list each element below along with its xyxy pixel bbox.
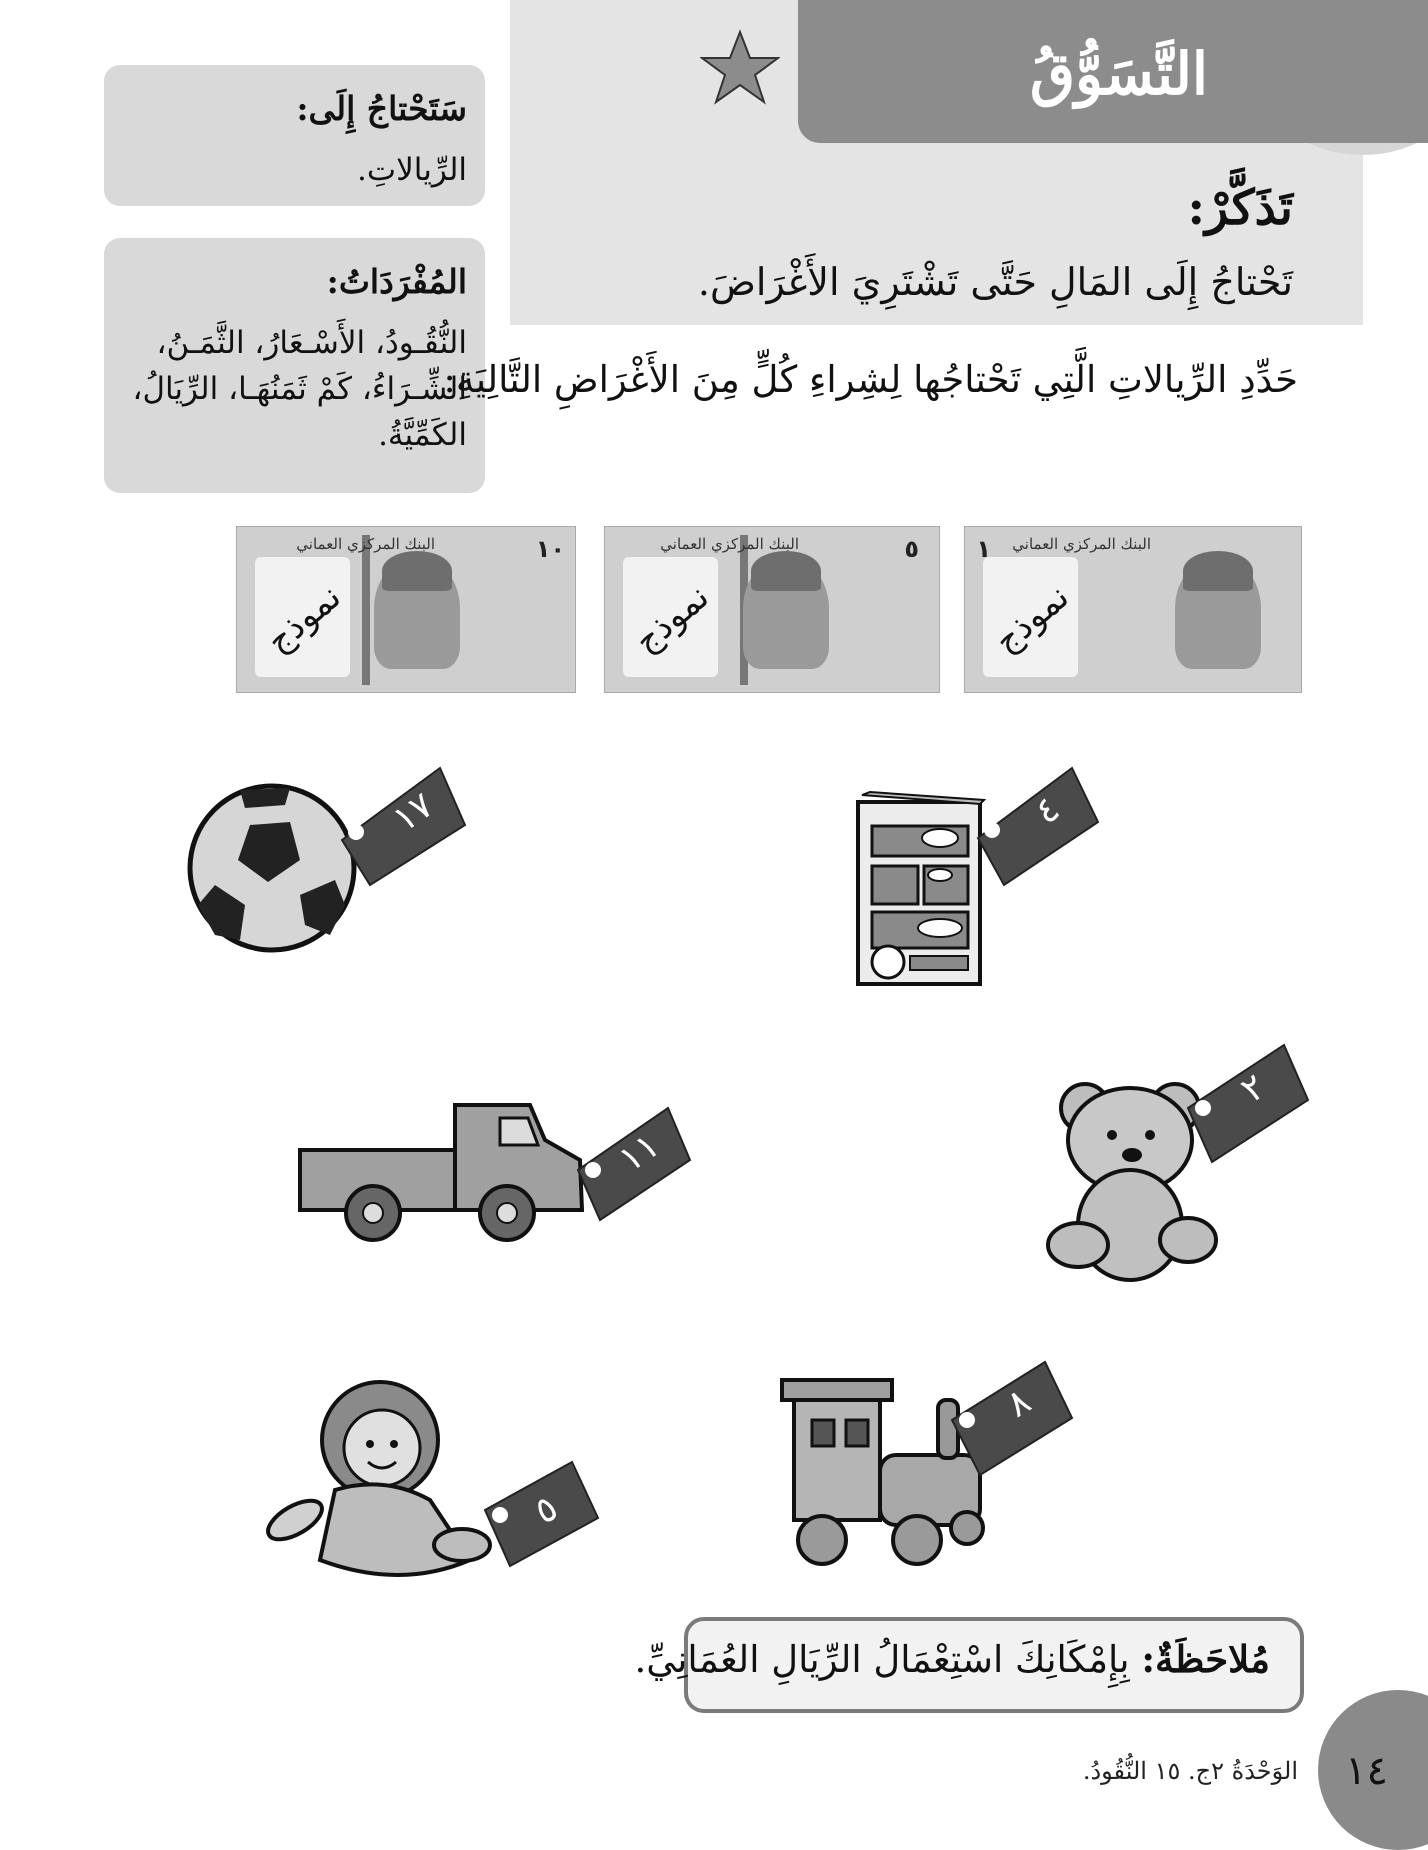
remember-heading: تَذَكَّرْ: [1187,180,1293,236]
toy-train-item [782,1380,983,1564]
needs-heading: سَتَحْتاجُ إِلَى: [296,89,467,128]
banknote-5-rial [604,526,940,693]
needs-text: الرِّيالاتِ. [357,152,467,188]
needs-box [104,65,485,206]
comic-book-price: ٤ [1027,788,1068,833]
instruction-text: حَدِّدِ الرِّيالاتِ الَّتِي تَحْتاجُها لِشِراءِ كُلٍّ مِنَ الأَغْرَاضِ التَّالِيَةِ: [443,358,1298,401]
note-label: مُلاحَظَةٌ: [1141,1637,1270,1681]
page-title: التَّسَوُّقُ [1030,40,1208,108]
portrait-headwear [382,551,452,591]
footer-reference: الوَحْدَةُ ٢ج. ١٥ النُّقُودُ. [1082,1757,1298,1785]
security-stripe [362,535,370,685]
banknote-sample-label: نموذج [626,576,717,662]
doll-price-tag [485,1462,598,1566]
doll-item [262,1382,490,1575]
items-illustration [0,740,1428,1610]
football-price: ١٧ [385,784,442,841]
page-number: ١٤ [1345,1748,1388,1794]
comic-book-price-tag [978,768,1098,885]
toy-train-price: ٨ [999,1380,1038,1426]
vocabulary-box [104,238,485,493]
banknote-1-rial [964,526,1302,693]
banknote-10-rial [236,526,576,693]
banknote-bank-name: البنك المركزي العماني [296,535,435,553]
portrait-headwear [1183,551,1253,591]
teddy-bear-price-tag [1188,1045,1308,1162]
banknote-bank-name: البنك المركزي العماني [660,535,799,553]
vocabulary-text: النُّقُـودُ، الأَسْـعَارُ، الثَّمَـنُ، الشِّـرَاءُ، كَمْ ثَمَنُهَـا، الرِّيَالُ، الكَمِّيَّةُ. [132,325,467,453]
banknote-denomination: ١ [976,535,991,563]
toy-truck-item [300,1105,582,1240]
note-text: بِإِمْكَانِكَ اسْتِعْمَالُ الرِّيَالِ العُمَانِيِّ. [634,1638,1130,1681]
doll-price: ٥ [527,1487,565,1533]
vocabulary-heading: المُفْرَدَاتُ: [326,262,467,301]
banknote-denomination: ٥ [904,535,919,563]
banknote-bank-name: البنك المركزي العماني [1012,535,1151,553]
toy-truck-price: ١١ [611,1124,668,1181]
banknote-sample-label: نموذج [258,576,349,662]
remember-text: تَحْتاجُ إِلَى المَالِ حَتَّى تَشْتَرِيَ الأَغْرَاضَ. [697,260,1293,304]
title-bar [798,0,1428,143]
football-item [190,786,354,950]
star-icon [700,28,780,108]
toy-truck-price-tag [578,1108,690,1220]
portrait-headwear [751,551,821,591]
teddy-bear-price: ٢ [1233,1066,1274,1111]
football-price-tag [342,768,465,885]
banknote-denomination: ١٠ [535,535,565,563]
note-box [634,1617,1304,1713]
banknote-sample-label: نموذج [986,576,1077,662]
comic-book-item [858,792,984,984]
note-line [635,1637,1270,1681]
